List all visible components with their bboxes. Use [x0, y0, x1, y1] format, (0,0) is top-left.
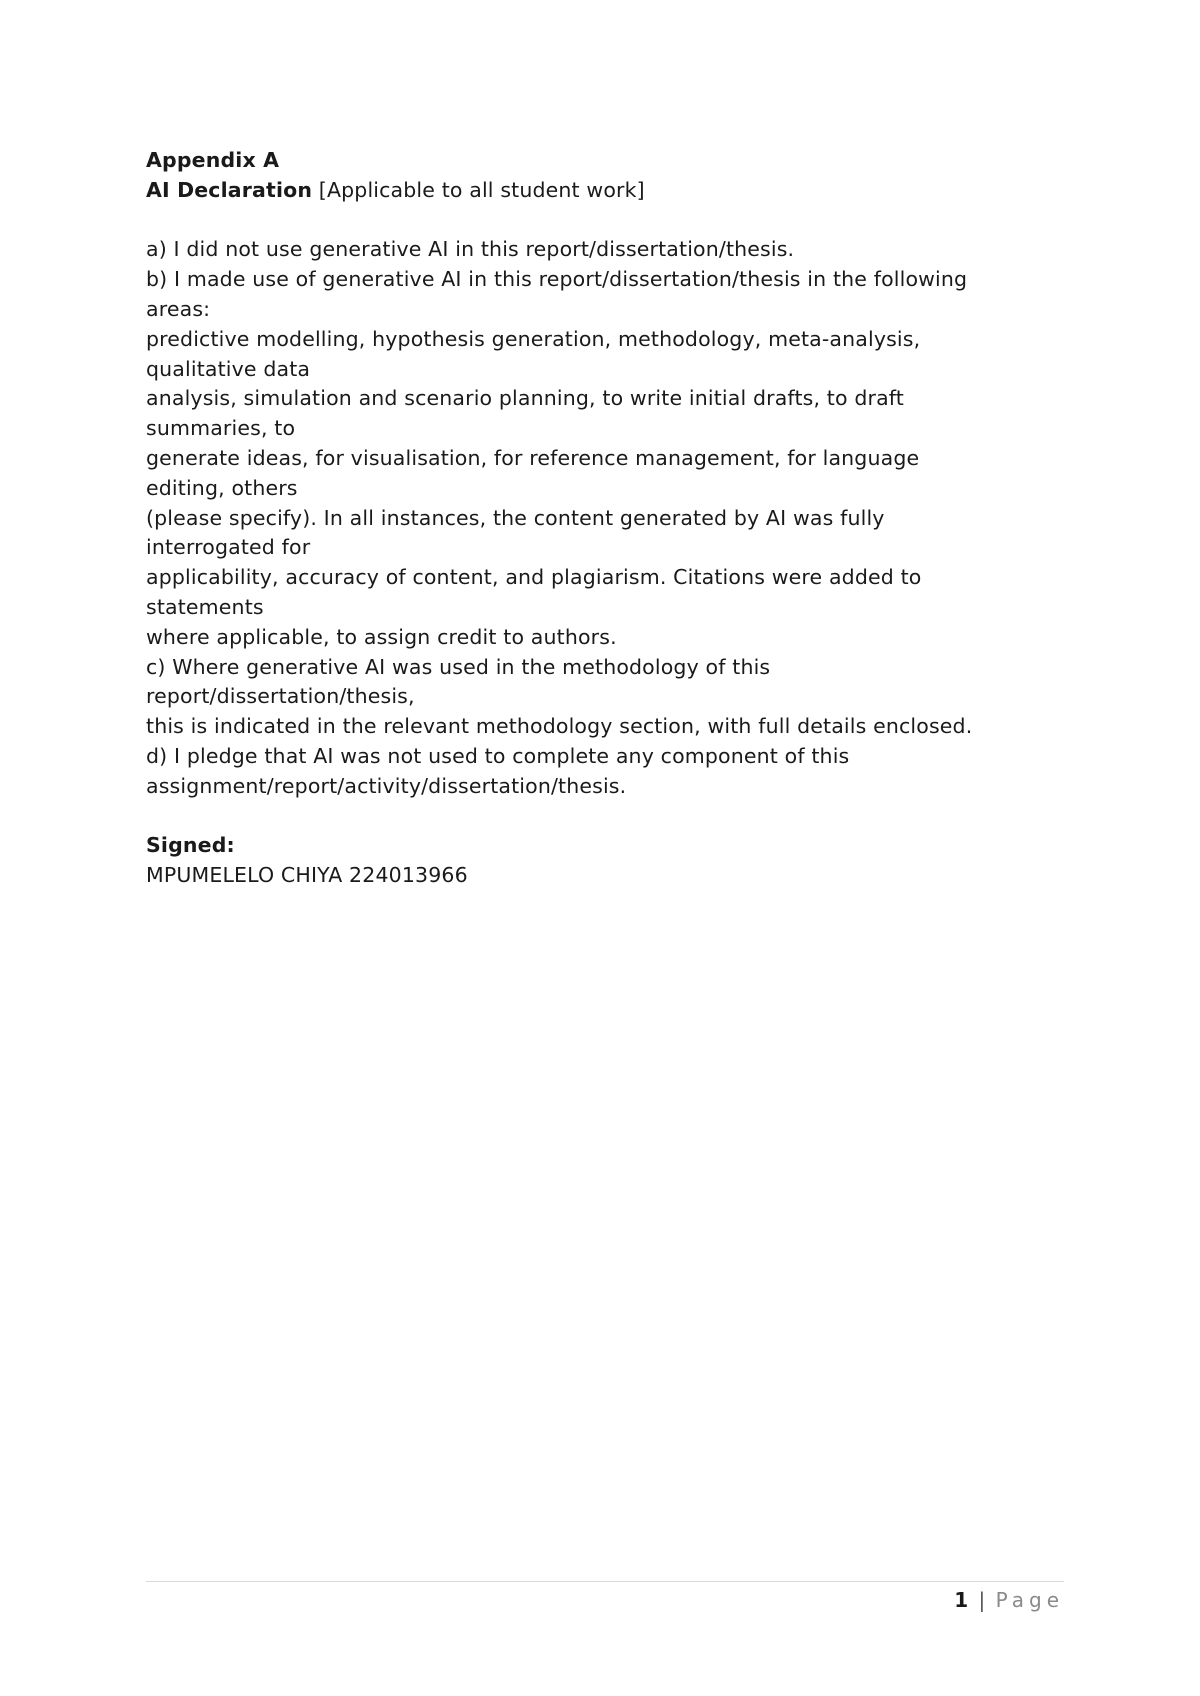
body-line: interrogated for	[146, 535, 311, 560]
body-line: statements	[146, 594, 264, 619]
signed-label: Signed:	[146, 833, 235, 858]
body-line: b) I made use of generative AI in this report/dissertation/thesis in the following	[146, 267, 968, 292]
body-line: (please specify). In all instances, the content generated by AI was fully	[146, 505, 885, 530]
body-line: areas:	[146, 296, 211, 321]
declaration-content	[146, 146, 1066, 891]
declaration-heading	[146, 176, 1066, 206]
body-line: assignment/report/activity/dissertation/thesis.	[146, 773, 627, 798]
page-label: Page	[995, 1588, 1064, 1612]
body-line: editing, others	[146, 475, 298, 500]
spacer	[146, 206, 1066, 236]
body-line: report/dissertation/thesis,	[146, 684, 415, 709]
spacer	[146, 802, 1066, 832]
page-footer	[954, 1586, 1064, 1614]
body-line: generate ideas, for visualisation, for reference management, for language	[146, 445, 920, 470]
appendix-title: Appendix A	[146, 148, 280, 172]
body-line: d) I pledge that AI was not used to complete any component of this	[146, 743, 850, 768]
body-line: where applicable, to assign credit to authors.	[146, 624, 617, 649]
body-line: c) Where generative AI was used in the methodology of this	[146, 654, 771, 679]
body-line: this is indicated in the relevant methodology section, with full details enclosed.	[146, 714, 973, 739]
footer-divider	[146, 1581, 1064, 1582]
body-line: summaries, to	[146, 416, 296, 441]
declaration-heading-note: [Applicable to all student work]	[312, 177, 645, 202]
page-number: 1	[954, 1588, 969, 1612]
body-line: predictive modelling, hypothesis generation, methodology, meta-analysis,	[146, 326, 921, 351]
body-line: a) I did not use generative AI in this report/dissertation/thesis.	[146, 237, 795, 262]
body-line: qualitative data	[146, 356, 311, 381]
declaration-heading-bold: AI Declaration	[146, 177, 313, 202]
body-line: analysis, simulation and scenario planning, to write initial drafts, to draft	[146, 386, 904, 411]
body-line: applicability, accuracy of content, and plagiarism. Citations were added to	[146, 565, 922, 590]
signatory-name: MPUMELELO CHIYA 224013966	[146, 863, 468, 888]
footer-separator: |	[978, 1588, 986, 1612]
